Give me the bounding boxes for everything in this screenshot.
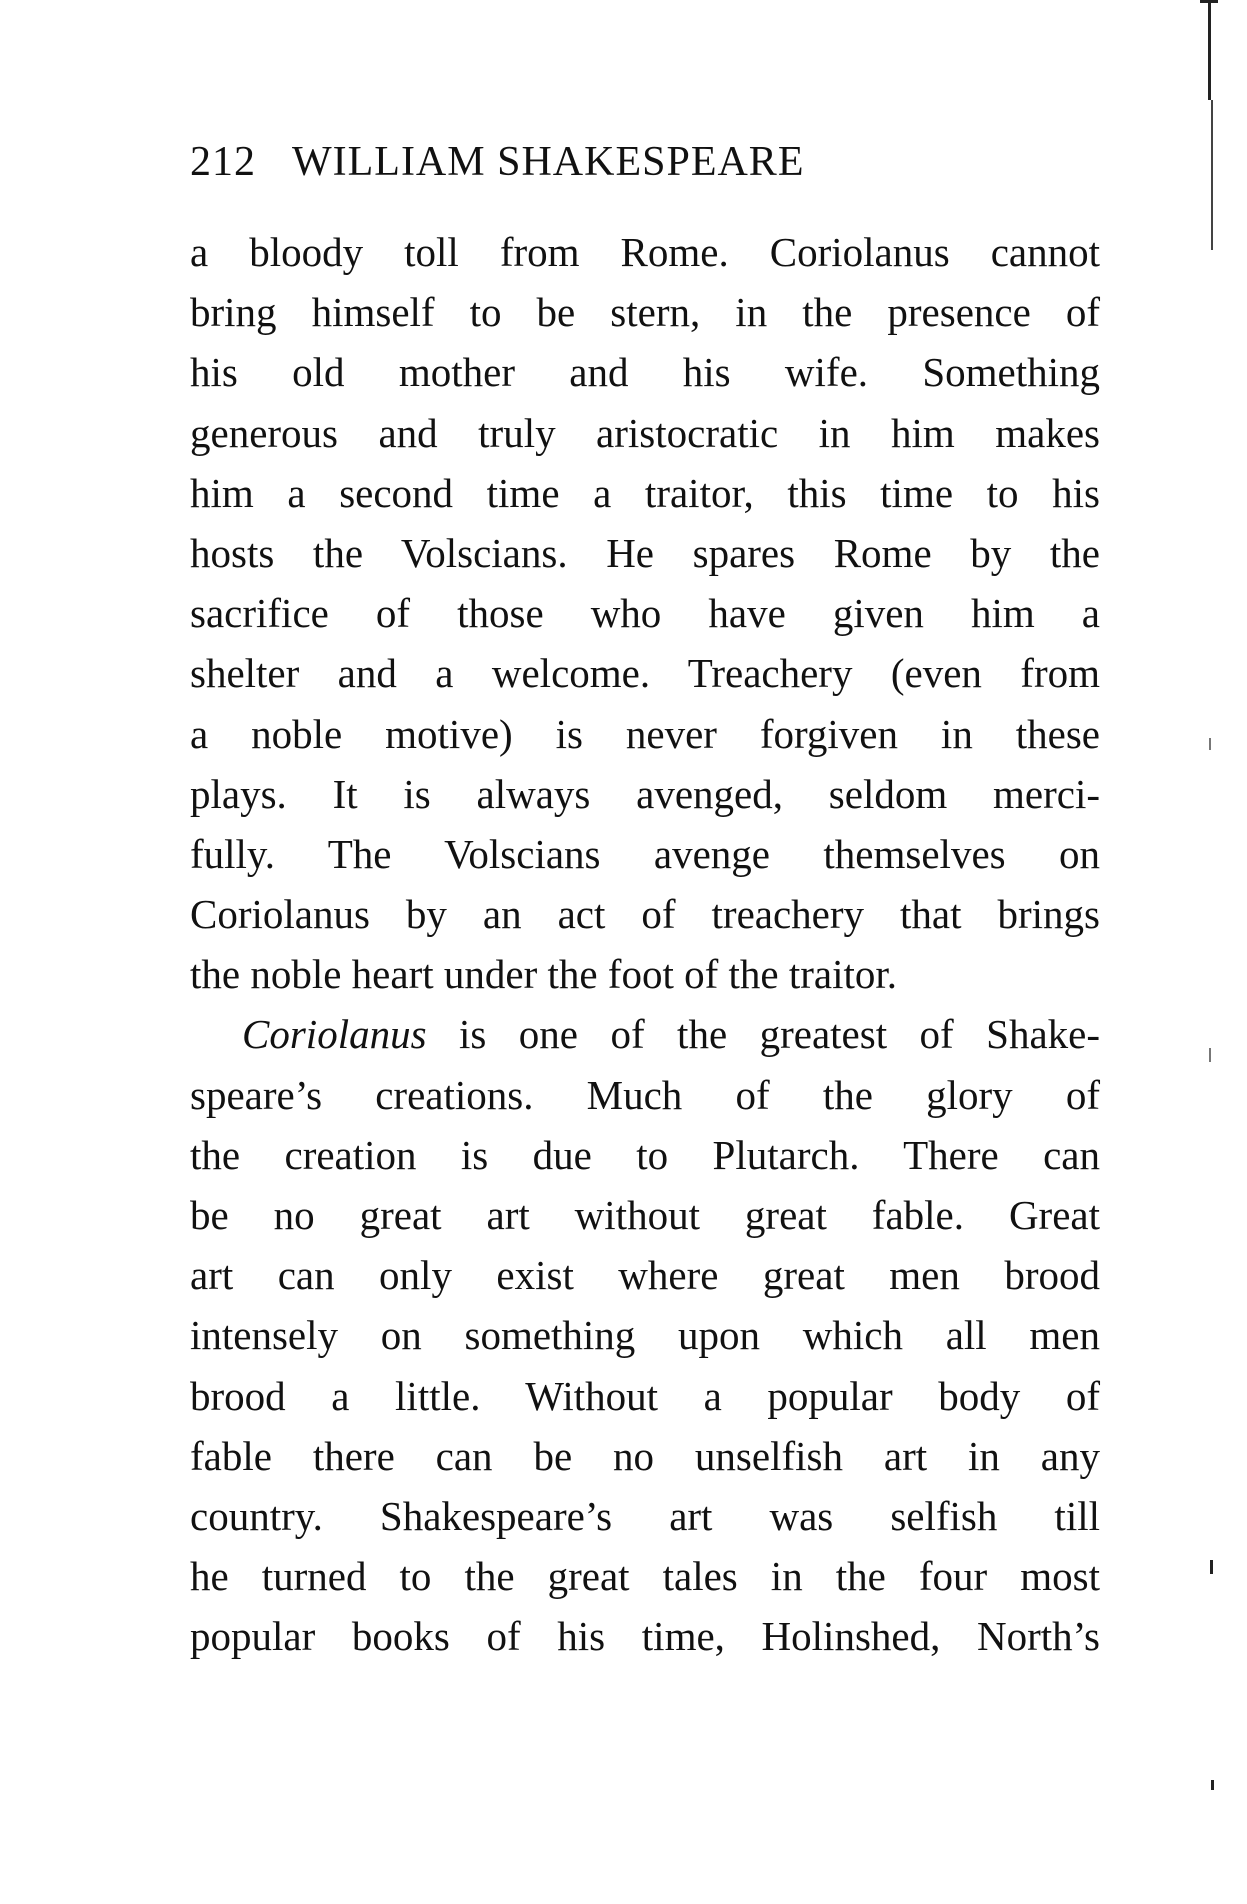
text-line: he turned to the great tales in the four most xyxy=(190,1553,1100,1600)
scan-artifact xyxy=(1208,0,1211,100)
text-line: a bloody toll from Rome. Coriolanus cannot xyxy=(190,229,1100,275)
scan-artifact xyxy=(1209,1048,1211,1062)
text-line: Coriolanus by an act of treachery that brings xyxy=(190,891,1100,938)
text-line: the creation is due to Plutarch. There can xyxy=(190,1131,1100,1178)
text-line: brood a little. Without a popular body of xyxy=(190,1372,1100,1419)
text-line: intensely on something upon which all men xyxy=(190,1312,1100,1359)
page-number: 212 xyxy=(190,139,256,185)
running-title: WILLIAM SHAKESPEARE xyxy=(292,139,805,185)
italic-title: Coriolanus xyxy=(242,1011,427,1058)
text-line: him a second time a traitor, this time to his xyxy=(190,469,1100,516)
text-line: fully. The Volscians avenge themselves on xyxy=(190,830,1100,877)
text-line: art can only exist where great men brood xyxy=(190,1252,1100,1299)
scan-artifact xyxy=(1210,1560,1213,1574)
text-line: generous and truly aristocratic in him makes xyxy=(190,409,1100,456)
scan-artifact xyxy=(1200,0,1218,3)
text-line: his old mother and his wife. Something xyxy=(190,349,1100,396)
text-line: sacrifice of those who have given him a xyxy=(190,590,1100,637)
scan-artifact xyxy=(1211,100,1213,250)
scan-artifact xyxy=(1209,738,1211,750)
text-line: popular books of his time, Holinshed, North’s xyxy=(190,1613,1100,1660)
text-line: be no great art without great fable. Great xyxy=(190,1192,1100,1238)
running-head xyxy=(190,138,804,186)
text-line: country. Shakespeare’s art was selfish till xyxy=(190,1492,1100,1539)
text-line: hosts the Volscians. He spares Rome by the xyxy=(190,529,1100,576)
first-line-rest: is one of the greatest of Shake- xyxy=(426,1011,1100,1058)
paragraph-first-line xyxy=(190,1004,1100,1064)
text-line: the noble heart under the foot of the traitor. xyxy=(190,951,898,998)
text-line: speare’s creations. Much of the glory of xyxy=(190,1071,1100,1118)
scan-artifact xyxy=(1211,1780,1214,1790)
body-text xyxy=(190,222,1100,1667)
text-line: fable there can be no unselfish art in any xyxy=(190,1432,1100,1479)
text-line: plays. It is always avenged, seldom merci- xyxy=(190,770,1100,817)
text-line: shelter and a welcome. Treachery (even from xyxy=(190,650,1100,697)
text-line: a noble motive) is never forgiven in these xyxy=(190,710,1100,757)
text-line: bring himself to be stern, in the presence of xyxy=(190,289,1100,336)
